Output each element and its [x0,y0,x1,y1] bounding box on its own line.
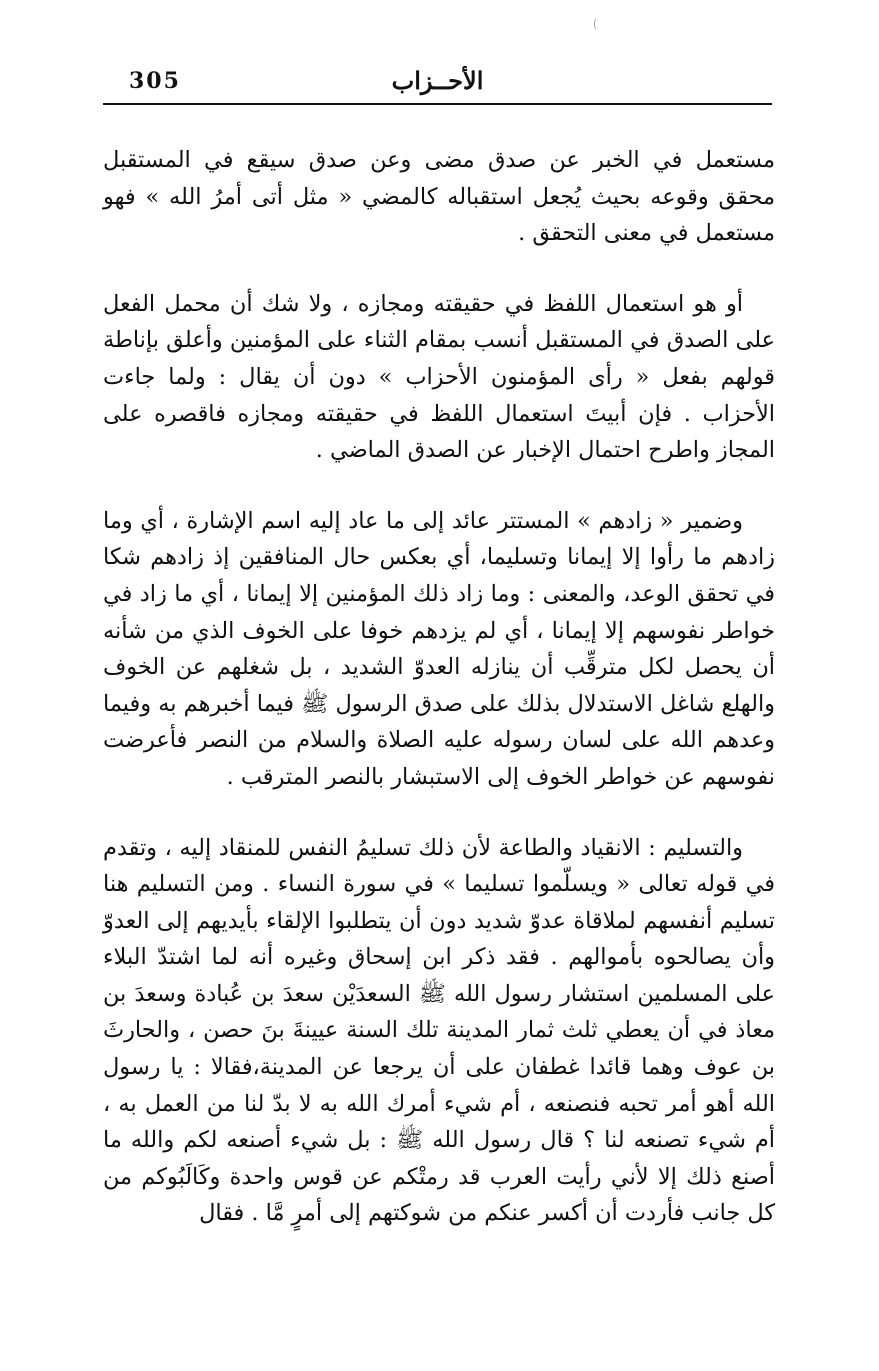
page-number: 305 [129,68,181,94]
page-body [103,142,775,1232]
paragraph: والتسليم : الانقياد والطاعة لأن ذلك تسليمُ النفس للمنقاد إليه ، وتقدم في قوله تعالى « ويسلّموا تسليما » في سورة النساء . ومن التسليم هنا تسليم أنفسهم لملاقاة عدوّ شديد دون أن يتطلبوا الإلقاء بأيديهم إلى العدوّ وأن يصالحوه بأموالهم . فقد ذكر ابن إسحاق وغيره أنه لما اشتدّ البلاء على المسلمين استشار رسول الله ﷺ السعدَيْن سعدَ بن عُبادة وسعدَ بن معاذ في أن يعطي ثلث ثمار المدينة تلك السنة عيينةَ بنَ حصن ، والحارثَ بن عوف وهما قائدا غطفان على أن يرجعا عن المدينة،فقالا : يا رسول الله أهو أمر تحبه فنصنعه ، أم شيء أمرك الله به لا بدّ لنا من العمل به ، أم شيء تصنعه لنا ؟ قال رسول الله ﷺ : بل شيء أصنعه لكم والله ما أصنع ذلك إلا لأني رأيت العرب قد رمتْكم عن قوس واحدة وكَالَبُوكم من كل جانب فأردت أن أكسر عنكم من شوكتهم إلى أمرٍ مَّا . فقال [103,834,775,1227]
paragraph-gap [103,252,775,286]
paragraph: أو هو استعمال اللفظ في حقيقته ومجازه ، ولا شك أن محمل الفعل على الصدق في المستقبل أنسب بمقام الثناء على المؤمنين وأعلق بإناطة قولهم بفعل « رأى المؤمنون الأحزاب » دون أن يقال : ولما جاءت الأحزاب . فإن أبيتَ استعمال اللفظ في حقيقته ومجازه فاقصره على المجاز واطرح احتمال الإخبار عن الصدق الماضي . [103,290,775,464]
page-header [103,66,772,102]
running-title: الأحــزاب [391,66,484,95]
paragraph: وضمير « زادهم » المستتر عائد إلى ما عاد إليه اسم الإشارة ، أي وما زادهم ما رأوا إلا إيمانا وتسليما، أي بعكس حال المنافقين إذ زادهم شكا في تحقق الوعد، والمعنى : وما زاد ذلك المؤمنين إلا إيمانا ، أي ما زاد في خواطر نفوسهم إلا إيمانا ، أي لم يزدهم خوفا على الخوف الذي من شأنه أن يحصل لكل مترقِّب أن ينازله العدوّ الشديد ، بل شغلهم عن الخوف والهلع شاغل الاستدلال بذلك على صدق الرسول ﷺ فيما أخبرهم به وفيما وعدهم الله على لسان رسوله عليه الصلاة والسلام من النصر فأعرضت نفوسهم عن خواطر الخوف إلى الاستبشار بالنصر المترقب . [103,507,775,790]
header-rule [103,103,772,105]
paragraph-gap [103,796,775,830]
paragraph-gap [103,469,775,503]
paragraph: مستعمل في الخبر عن صدق مضى وعن صدق سيقع في المستقبل محقق وقوعه بحيث يُجعل استقباله كالمضي « مثل أتى أمرُ الله » فهو مستعمل في معنى التحقق . [103,147,775,247]
page-smudge-mark [594,18,601,30]
